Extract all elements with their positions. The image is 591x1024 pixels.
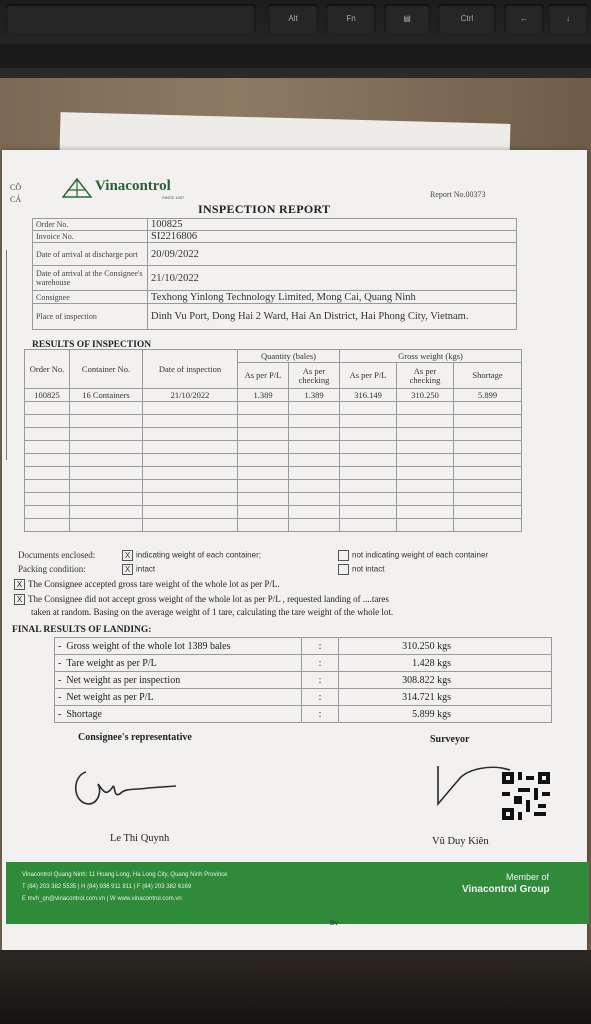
docs-unchecked-label: not indicating weight of each container: [352, 550, 489, 560]
info-row-order: [33, 219, 517, 231]
table-row-empty: [25, 493, 522, 506]
qr-code-icon: [502, 772, 550, 820]
col-qty-as-per-pl: As per P/L: [238, 363, 289, 389]
col-order-no: Order No.: [25, 350, 70, 389]
shadow: [0, 950, 591, 1024]
consignee-rep-label: Consignee's representative: [78, 732, 192, 743]
arrow-left-key-icon: ←: [504, 4, 544, 34]
final-label: - Net weight as per P/L: [55, 689, 302, 706]
info-value: 20/09/2022: [148, 243, 517, 266]
col-qty-as-per-checking: As per checking: [289, 363, 340, 389]
final-label-text: Tare weight as per P/L: [66, 657, 157, 669]
keyboard: [0, 0, 591, 78]
col-quantity: Quantity (bales): [238, 350, 340, 363]
info-row-invoice: [33, 231, 517, 243]
cell-qty-pl: 1.389: [238, 389, 289, 402]
consignee-accepted-line: [14, 579, 280, 590]
consignee-name: Le Thi Quynh: [110, 833, 170, 844]
info-label: Order No.: [33, 219, 148, 231]
surveyor-label: Surveyor: [430, 734, 470, 745]
cell-w-pl: 316.149: [340, 389, 397, 402]
checkbox-unchecked: [338, 564, 349, 575]
final-colon: :: [302, 655, 339, 672]
table-row-empty: [25, 454, 522, 467]
vinacontrol-footer: [6, 862, 589, 924]
final-label-text: Shortage: [66, 708, 102, 720]
cell-w-check: 310.250: [397, 389, 454, 402]
final-row: [55, 655, 552, 672]
final-results-title: FINAL RESULTS OF LANDING:: [12, 625, 152, 635]
docs-checked-label: indicating weight of each container;: [136, 550, 261, 560]
results-header-row-1: [25, 350, 522, 363]
info-label: Date of arrival at the Consignee's warehouse: [33, 266, 148, 291]
info-value: Texhong Yinlong Technology Limited, Mong Cai, Quang Ninh: [148, 291, 517, 304]
vinacontrol-emblem-icon: [62, 178, 92, 198]
key-ctrl: Ctrl: [438, 4, 496, 34]
col-w-as-per-checking: As per checking: [397, 363, 454, 389]
packing-label: Packing condition:: [18, 564, 86, 574]
info-table: [32, 218, 517, 330]
accepted-text: The Consignee accepted gross tare weight of the whole lot as per P/L.: [28, 579, 280, 589]
col-shortage: Shortage: [454, 363, 522, 389]
info-value: Dinh Vu Port, Dong Hai 2 Ward, Hai An District, Hai Phong City, Vietnam.: [148, 304, 517, 330]
menu-key-icon: ▤: [384, 4, 430, 34]
col-w-as-per-pl: As per P/L: [340, 363, 397, 389]
final-value: 310.250 kgs: [339, 638, 552, 655]
info-row-arrival-warehouse: [33, 266, 517, 291]
final-colon: :: [302, 706, 339, 723]
cell-order-no: 100825: [25, 389, 70, 402]
consignee-signature: [68, 762, 188, 812]
footer-address: Vinacontrol Quang Ninh: 11 Hoang Long, Ha Long City, Quang Ninh Province: [22, 872, 228, 878]
documents-enclosed-line: [18, 550, 578, 560]
left-margin-note: CÔ CẢ: [10, 183, 22, 204]
report-title: INSPECTION REPORT: [198, 202, 331, 216]
table-row-empty: [25, 506, 522, 519]
final-row: [55, 706, 552, 723]
consignee-not-accepted-line: [14, 594, 389, 605]
packing-option-not-intact: [338, 564, 384, 575]
final-label: - Shortage: [55, 706, 302, 723]
cell-container-no: 16 Containers: [70, 389, 143, 402]
cell-qty-check: 1.389: [289, 389, 340, 402]
table-row-empty: [25, 519, 522, 532]
bottom-mark: Bv: [330, 920, 339, 927]
footer-phone: T (84) 203 382 5535 | H (84) 936 911 811 | F (84) 203 382 6169: [22, 884, 192, 890]
table-row-empty: [25, 441, 522, 454]
footer-group: Vinacontrol Group: [462, 884, 550, 895]
info-value: SI2216806: [148, 231, 517, 243]
packing-unchecked-label: not intact: [352, 564, 385, 574]
col-container-no: Container No.: [70, 350, 143, 389]
info-label: Date of arrival at discharge port: [33, 243, 148, 266]
final-label: - Tare weight as per P/L: [55, 655, 302, 672]
final-value: 5.899 kgs: [339, 706, 552, 723]
key-alt: Alt: [268, 4, 318, 34]
info-row-arrival-port: [33, 243, 517, 266]
logo-text: Vinacontrol: [95, 178, 171, 194]
table-row: [25, 389, 522, 402]
final-colon: :: [302, 689, 339, 706]
table-row-empty: [25, 402, 522, 415]
final-label: - Gross weight of the whole lot 1389 bales: [55, 638, 302, 655]
docs-option-not-indicating: [338, 550, 488, 561]
table-row-empty: [25, 415, 522, 428]
checkbox-unchecked: [338, 550, 349, 561]
table-row-empty: [25, 428, 522, 441]
footer-email: E mvh_qn@vinacontrol.com.vn | W www.vinacontrol.com.vn: [22, 896, 182, 902]
col-date-inspection: Date of inspection: [143, 350, 238, 389]
info-label: Place of inspection: [33, 304, 148, 330]
packing-option-intact: [122, 564, 155, 575]
key-spacebar: [6, 4, 256, 34]
info-row-place: [33, 304, 517, 330]
info-label: Invoice No.: [33, 231, 148, 243]
keyboard-edge: [0, 44, 591, 68]
final-row: [55, 672, 552, 689]
final-row: [55, 689, 552, 706]
arrow-down-key-icon: ↓: [548, 4, 588, 34]
final-value: 314.721 kgs: [339, 689, 552, 706]
results-section-title: RESULTS OF INSPECTION: [32, 340, 152, 350]
cell-date: 21/10/2022: [143, 389, 238, 402]
vinacontrol-logo: [62, 178, 185, 203]
final-value: 1.428 kgs: [339, 655, 552, 672]
results-table: [24, 349, 522, 532]
final-label-text: Net weight as per P/L: [66, 691, 154, 703]
info-value: 21/10/2022: [148, 266, 517, 291]
not-accepted-continued: taken at random. Basing on the average weight of 1 tare, calculating the tare weight of the whole lot.: [31, 607, 394, 617]
checkbox-checked: X: [122, 564, 133, 575]
final-colon: :: [302, 638, 339, 655]
inspection-report-page: [2, 150, 587, 950]
table-row-empty: [25, 480, 522, 493]
logo-tagline: SINCE 1957: [162, 195, 185, 200]
info-label: Consignee: [33, 291, 148, 304]
final-row: [55, 638, 552, 655]
docs-option-indicating: [122, 550, 261, 561]
final-results-table: [54, 637, 552, 723]
checkbox-checked: X: [14, 579, 25, 590]
final-label: - Net weight as per inspection: [55, 672, 302, 689]
col-gross-weight: Gross weight (kgs): [340, 350, 522, 363]
report-number: Report No.00373: [430, 190, 486, 199]
final-value: 308.822 kgs: [339, 672, 552, 689]
key-fn: Fn: [326, 4, 376, 34]
surveyor-name: Vũ Duy Kiên: [432, 836, 489, 847]
info-row-consignee: [33, 291, 517, 304]
docs-label: Documents enclosed:: [18, 550, 96, 560]
packing-condition-line: [18, 564, 578, 574]
binding-marks: [6, 250, 21, 460]
checkbox-checked: X: [122, 550, 133, 561]
table-row-empty: [25, 467, 522, 480]
final-label-text: Net weight as per inspection: [66, 674, 181, 686]
packing-checked-label: intact: [136, 564, 156, 574]
final-label-text: Gross weight of the whole lot 1389 bales: [66, 640, 231, 652]
checkbox-checked: X: [14, 594, 25, 605]
info-value: 100825: [148, 219, 517, 231]
not-accepted-text: The Consignee did not accept gross weight of the whole lot as per P/L , requested landing of ....tares: [28, 594, 389, 604]
cell-shortage: 5.899: [454, 389, 522, 402]
final-colon: :: [302, 672, 339, 689]
footer-member-of: Member of: [506, 872, 550, 882]
